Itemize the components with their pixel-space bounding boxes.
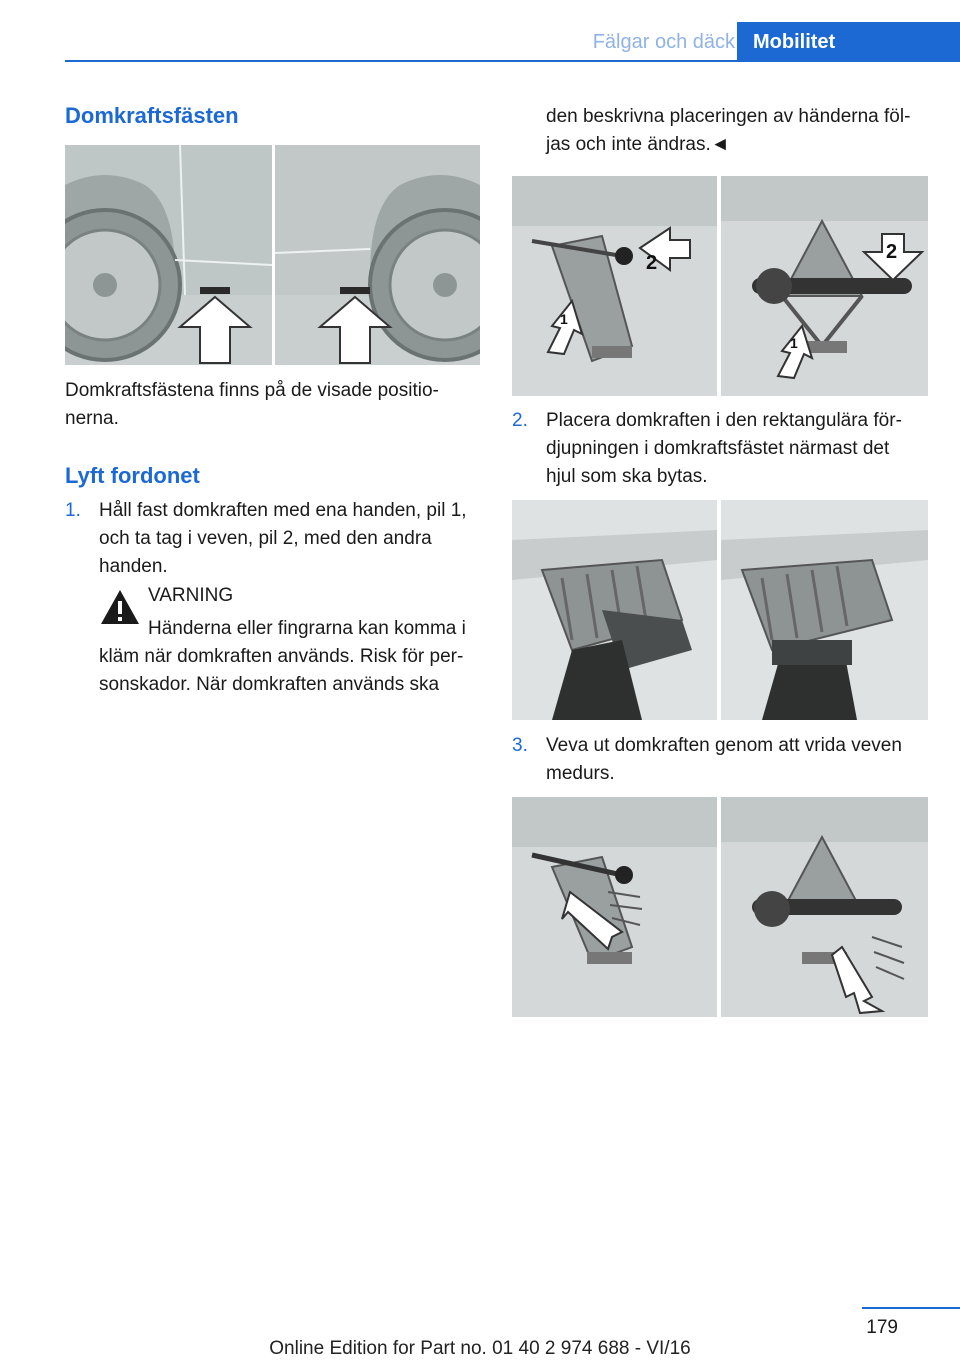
caption-line-1: Domkraftsfästena finns på de visade positio- [65, 380, 439, 401]
arrow-1-label-left: 1 [560, 311, 568, 327]
tab-mobilitet[interactable]: Mobilitet [737, 22, 960, 62]
step-2-line-2: djupningen i domkraftsfästet närmast det [546, 438, 890, 459]
arrow-2-label-right: 2 [886, 241, 898, 263]
step-3-line-2: medurs. [546, 763, 615, 784]
step-2-line-1: Placera domkraften i den rektangulära för- [546, 410, 902, 431]
warning-line-3: sonskador. När domkraften används ska [99, 674, 440, 695]
warning-title: VARNING [148, 585, 234, 606]
page-number: 179 [866, 1317, 898, 1338]
warning-line-1: Händerna eller fingrarna kan komma i [148, 618, 466, 639]
footer-rule [862, 1307, 960, 1309]
warning-cont-1: den beskrivna placeringen av händerna föl- [546, 106, 911, 127]
warning-line-2: kläm när domkraften används. Risk för per- [99, 646, 464, 667]
tab-falgar-och-dack[interactable]: Fälgar och däck [592, 31, 735, 53]
page-header [65, 22, 960, 62]
step-2-line-3: hjul som ska bytas. [546, 466, 708, 487]
arrow-1-label-right: 1 [790, 335, 798, 351]
warning-cont-2: jas och inte ändras.◄ [546, 134, 730, 155]
step-1-line-3: handen. [99, 556, 168, 577]
figure-hold-jack [512, 176, 928, 396]
heading-domkraftsfasten: Domkraftsfästen [65, 103, 239, 128]
heading-lyft-fordonet: Lyft fordonet [65, 463, 200, 488]
step-1-number: 1. [65, 500, 81, 521]
step-2-number: 2. [512, 410, 528, 431]
footer-edition: Online Edition for Part no. 01 40 2 974 688 - VI/16 [269, 1338, 691, 1359]
step-3-number: 3. [512, 735, 528, 756]
figure-place-jack [512, 500, 928, 720]
figure-jack-points [65, 145, 480, 365]
figure-crank-jack [512, 797, 928, 1017]
step-3-line-1: Veva ut domkraften genom att vrida veven [546, 735, 902, 756]
warning-triangle-icon [99, 588, 141, 626]
step-1-line-2: och ta tag i veven, pil 2, med den andra [99, 528, 432, 549]
arrow-2-label-left: 2 [646, 252, 658, 274]
step-1-line-1: Håll fast domkraften med ena handen, pil 1, [99, 500, 467, 521]
header-rule [65, 60, 960, 62]
caption-line-2: nerna. [65, 408, 119, 429]
